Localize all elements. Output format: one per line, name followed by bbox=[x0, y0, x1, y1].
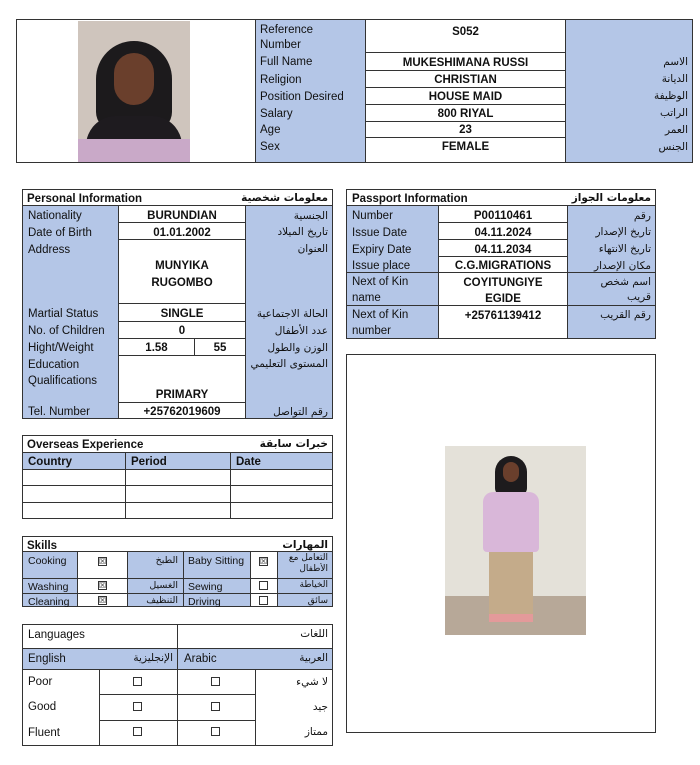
address-line2: RUGOMBO bbox=[151, 277, 213, 289]
level-fluent-ar: ممتاز bbox=[304, 726, 328, 738]
full-body-photo bbox=[445, 446, 586, 635]
religion-value: CHRISTIAN bbox=[434, 74, 497, 86]
kin-name-ar-1: اسم شخص bbox=[600, 276, 651, 288]
height-weight-ar: الوزن والطول bbox=[267, 342, 328, 354]
dob-label: Date of Birth bbox=[28, 227, 92, 239]
skill-sewing-ar: الخياطة bbox=[299, 580, 328, 590]
overseas-col-date: Date bbox=[236, 456, 261, 468]
skill-driving-checkbox[interactable] bbox=[259, 596, 268, 605]
position-ar: الوظيفة bbox=[653, 90, 688, 102]
passport-number-ar: رقم bbox=[633, 210, 651, 222]
salary-label: Salary bbox=[260, 108, 293, 120]
kin-name-value-2: EGIDE bbox=[485, 293, 521, 305]
address-line1: MUNYIKA bbox=[155, 260, 209, 272]
skills-title: Skills bbox=[27, 540, 58, 552]
skill-cooking-ar: الطبخ bbox=[155, 555, 178, 566]
education-value: PRIMARY bbox=[155, 389, 209, 401]
skill-cleaning-label: Cleaning bbox=[28, 596, 70, 608]
overseas-col-period: Period bbox=[131, 456, 167, 468]
skill-babysitting-ar-2: الأطفال bbox=[299, 564, 328, 574]
kin-number-value: +25761139412 bbox=[464, 310, 542, 322]
languages-title-ar: اللغات bbox=[300, 628, 328, 640]
education-label-2: Qualifications bbox=[28, 375, 98, 387]
skill-sewing-label: Sewing bbox=[188, 581, 223, 593]
kin-number-label-2: number bbox=[352, 325, 391, 337]
age-ar: العمر bbox=[664, 124, 688, 136]
skill-driving-ar: سائق bbox=[307, 596, 328, 606]
kin-name-label-1: Next of Kin bbox=[352, 276, 409, 288]
issue-place-ar: مكان الإصدار bbox=[594, 260, 651, 272]
language-english-label: English bbox=[28, 653, 66, 665]
address-ar: العنوان bbox=[297, 243, 328, 255]
weight-value: 55 bbox=[213, 342, 227, 354]
sex-label: Sex bbox=[260, 141, 280, 153]
height-weight-label: Hight/Weight bbox=[28, 342, 94, 354]
full-name-value: MUKESHIMANA RUSSI bbox=[402, 57, 529, 69]
expiry-date-label: Expiry Date bbox=[352, 244, 412, 256]
skill-cooking-checkbox[interactable]: ☒ bbox=[99, 557, 107, 566]
skill-driving-label: Driving bbox=[188, 596, 221, 608]
tel-label: Tel. Number bbox=[28, 406, 90, 418]
dob-ar: تاريخ الميلاد bbox=[277, 226, 328, 238]
issue-date-value: 04.11.2024 bbox=[474, 227, 532, 239]
passport-number-label: Number bbox=[352, 210, 393, 222]
issue-place-label: Issue place bbox=[352, 260, 411, 272]
level-poor-ar: لا شيء bbox=[296, 676, 328, 688]
skill-cleaning-checkbox[interactable]: ☒ bbox=[99, 596, 107, 605]
religion-label: Religion bbox=[260, 74, 302, 86]
age-value: 23 bbox=[459, 124, 472, 136]
height-value: 1.58 bbox=[145, 342, 168, 354]
language-arabic-ar: العربية bbox=[299, 652, 328, 664]
skill-washing-label: Washing bbox=[28, 581, 69, 593]
children-label: No. of Children bbox=[28, 325, 105, 337]
nationality-value: BURUNDIAN bbox=[147, 210, 217, 222]
salary-ar: الراتب bbox=[659, 107, 688, 119]
arabic-poor-checkbox[interactable] bbox=[211, 677, 220, 686]
nationality-label: Nationality bbox=[28, 210, 82, 222]
portrait-photo bbox=[78, 21, 190, 162]
skill-cooking-label: Cooking bbox=[28, 555, 67, 567]
kin-number-label-1: Next of Kin bbox=[352, 309, 409, 321]
skill-cleaning-ar: التنظيف bbox=[146, 595, 178, 606]
arabic-fluent-checkbox[interactable] bbox=[211, 727, 220, 736]
salary-value: 800 RIYAL bbox=[437, 108, 494, 120]
passport-number-value: P00110461 bbox=[473, 210, 533, 222]
passport-info-title: Passport Information bbox=[352, 193, 468, 205]
full-name-ar: الاسم bbox=[663, 56, 688, 68]
overseas-title-ar: خبرات سابقة bbox=[259, 438, 328, 450]
overseas-col-country: Country bbox=[28, 456, 73, 468]
dob-value: 01.01.2002 bbox=[153, 227, 211, 239]
education-label-1: Education bbox=[28, 359, 80, 371]
kin-name-label-2: name bbox=[352, 292, 381, 304]
kin-name-ar-2: قريب bbox=[626, 291, 651, 303]
skill-babysitting-label: Baby Sitting bbox=[188, 555, 245, 567]
marital-value: SINGLE bbox=[160, 308, 204, 320]
tel-value: +25762019609 bbox=[143, 406, 221, 418]
marital-label: Martial Status bbox=[28, 308, 99, 320]
english-poor-checkbox[interactable] bbox=[133, 677, 142, 686]
tel-ar: رقم التواصل bbox=[273, 406, 328, 418]
english-good-checkbox[interactable] bbox=[133, 702, 142, 711]
expiry-date-value: 04.11.2034 bbox=[474, 244, 532, 256]
issue-place-value: C.G.MIGRATIONS bbox=[454, 260, 552, 272]
issue-date-ar: تاريخ الإصدار bbox=[595, 226, 651, 238]
skill-washing-checkbox[interactable]: ☒ bbox=[99, 581, 107, 590]
nationality-ar: الجنسية bbox=[293, 210, 328, 222]
skill-sewing-checkbox[interactable] bbox=[259, 581, 268, 590]
sex-value: FEMALE bbox=[441, 141, 490, 153]
kin-number-ar: رقم القريب bbox=[600, 309, 651, 321]
level-poor-label: Poor bbox=[28, 676, 53, 688]
position-value: HOUSE MAID bbox=[428, 91, 503, 103]
sex-ar: الجنس bbox=[658, 141, 688, 153]
reference-value: S052 bbox=[452, 26, 479, 38]
language-arabic-label: Arabic bbox=[184, 653, 217, 665]
full-name-label: Full Name bbox=[260, 56, 313, 68]
skill-babysitting-ar-1: التعامل مع bbox=[288, 553, 328, 563]
level-fluent-label: Fluent bbox=[28, 727, 60, 739]
level-good-ar: جيد bbox=[312, 701, 328, 713]
skill-babysitting-checkbox[interactable]: ☒ bbox=[260, 557, 268, 566]
arabic-good-checkbox[interactable] bbox=[211, 702, 220, 711]
personal-info-title: Personal Information bbox=[27, 193, 143, 205]
marital-ar: الحالة الاجتماعية bbox=[256, 308, 328, 320]
expiry-date-ar: تاريخ الانتهاء bbox=[598, 243, 651, 255]
language-english-ar: الإنجليزية bbox=[133, 652, 173, 664]
position-label: Position Desired bbox=[260, 91, 344, 103]
kin-name-value-1: COYITUNGIYE bbox=[463, 277, 543, 289]
languages-title: Languages bbox=[28, 629, 85, 641]
reference-label: Reference Number bbox=[260, 24, 314, 51]
religion-ar: الديانة bbox=[661, 73, 688, 85]
english-fluent-checkbox[interactable] bbox=[133, 727, 142, 736]
personal-info-title-ar: معلومات شخصية bbox=[241, 192, 328, 204]
level-good-label: Good bbox=[28, 701, 57, 713]
children-value: 0 bbox=[178, 325, 186, 337]
education-ar: المستوى التعليمي bbox=[250, 358, 328, 370]
address-label: Address bbox=[28, 244, 71, 256]
skill-washing-ar: الغسيل bbox=[149, 580, 178, 591]
skills-title-ar: المهارات bbox=[282, 539, 328, 551]
issue-date-label: Issue Date bbox=[352, 227, 407, 239]
age-label: Age bbox=[260, 124, 281, 136]
passport-info-title-ar: معلومات الجواز bbox=[571, 192, 651, 204]
children-ar: عدد الأطفال bbox=[274, 325, 328, 337]
overseas-title: Overseas Experience bbox=[27, 439, 144, 451]
